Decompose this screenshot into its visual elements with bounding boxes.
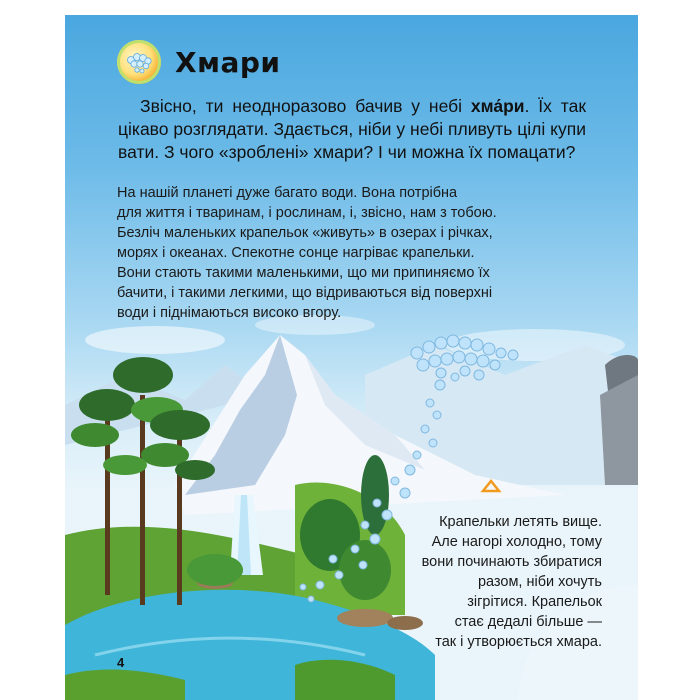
caption-line: так і утворюється хмара. bbox=[435, 634, 602, 650]
page-number: 4 bbox=[117, 655, 125, 670]
caption-line: зігрітися. Крапельок bbox=[467, 594, 602, 610]
caption-line: Крапельки летять вище. bbox=[439, 514, 602, 530]
body-line: морях і океанах. Спекотне сонце нагріває крапельки. bbox=[117, 245, 475, 261]
caption-line: стає дедалі більше — bbox=[454, 614, 602, 630]
cloud-bubbles-icon bbox=[117, 40, 161, 84]
title-row bbox=[117, 39, 281, 85]
caption-line: Але нагорі холодно, тому bbox=[431, 534, 602, 550]
body-line: для життя і тваринам, і рослинам, і, звісно, нам з тобою. bbox=[117, 205, 497, 221]
intro-paragraph bbox=[118, 95, 586, 164]
body-line: На нашій планеті дуже багато води. Вона потрібна bbox=[117, 185, 458, 201]
body-line: води і піднімаються високо вгору. bbox=[117, 305, 342, 321]
page-title: Хмари bbox=[175, 45, 281, 79]
book-page bbox=[65, 15, 638, 700]
body-line: Вони стають такими маленькими, що ми припиняємо їх bbox=[117, 265, 490, 281]
caption-paragraph bbox=[402, 512, 602, 652]
intro-keyword: хма́ри bbox=[470, 96, 525, 116]
body-paragraph bbox=[117, 183, 587, 323]
caption-line: разом, ніби хочуть bbox=[477, 574, 602, 590]
body-line: Безліч маленьких крапельок «живуть» в озерах і річках, bbox=[117, 225, 493, 241]
intro-text-start: Звісно, ти неодноразово бачив у небі bbox=[140, 96, 471, 116]
caption-line: вони починають збиратися bbox=[421, 554, 602, 570]
intro-text-end: . Їх так цікаво розглядати. Здається, ніби у небі пливуть цілі купи вати. З чого «зроблені» хмари? І чи можна їх помацати? bbox=[118, 96, 586, 162]
body-line: бачити, і такими легкими, що відриваються від поверхні bbox=[117, 285, 493, 301]
